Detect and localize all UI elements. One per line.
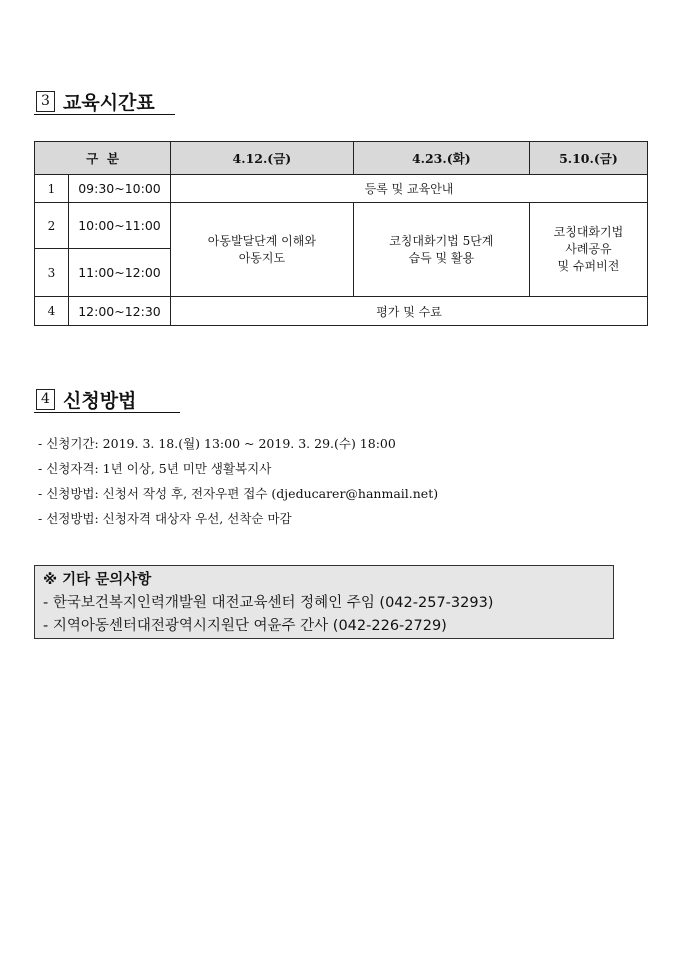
row-index: 1	[35, 175, 69, 203]
row-index: 4	[35, 297, 69, 326]
header-date-1: 4.12.(금)	[171, 142, 354, 175]
closing-cell: 평가 및 수료	[171, 297, 648, 326]
contact-line: - 지역아동센터대전광역시지원단 여윤주 간사 (042-226-2729)	[43, 618, 447, 634]
contact-title: ※ 기타 문의사항	[43, 572, 152, 588]
contact-box	[34, 565, 614, 639]
list-item: - 신청방법: 신청서 작성 후, 전자우편 접수 (djeducarer@hanmail.net)	[38, 486, 439, 501]
row-index: 2	[35, 203, 69, 249]
row-time: 12:00~12:30	[69, 297, 171, 326]
schedule-table	[34, 141, 648, 326]
session-day-3: 코칭대화기법 사례공유 및 슈퍼비전	[529, 203, 647, 297]
table-row	[35, 203, 648, 249]
section-4-heading	[36, 386, 136, 413]
session-day-1: 아동발달단계 이해와 아동지도	[171, 203, 354, 297]
table-row	[35, 175, 648, 203]
header-category: 구 분	[35, 142, 171, 175]
table-row	[35, 297, 648, 326]
list-item: - 선정방법: 신청자격 대상자 우선, 선착순 마감	[38, 511, 292, 526]
session-day-2: 코칭대화기법 5단계 습득 및 활용	[353, 203, 529, 297]
list-item: - 신청자격: 1년 이상, 5년 미만 생활복지사	[38, 461, 272, 476]
section-number-box: 4	[36, 389, 55, 410]
section-underline	[34, 412, 180, 413]
header-date-2: 4.23.(화)	[353, 142, 529, 175]
header-date-3: 5.10.(금)	[529, 142, 647, 175]
section-number-box: 3	[36, 91, 55, 112]
section-title: 교육시간표	[63, 92, 155, 114]
section-title: 신청방법	[63, 390, 137, 412]
registration-cell: 등록 및 교육안내	[171, 175, 648, 203]
row-time: 10:00~11:00	[69, 203, 171, 249]
row-time: 11:00~12:00	[69, 249, 171, 297]
section-3-heading	[36, 88, 155, 115]
contact-line: - 한국보건복지인력개발원 대전교육센터 정혜인 주임 (042-257-3293)	[43, 595, 494, 611]
row-time: 09:30~10:00	[69, 175, 171, 203]
section-underline	[34, 114, 175, 115]
application-list	[38, 434, 438, 534]
list-item: - 신청기간: 2019. 3. 18.(월) 13:00 ~ 2019. 3. 29.(수) 18:00	[38, 436, 396, 451]
table-header-row	[35, 142, 648, 175]
row-index: 3	[35, 249, 69, 297]
